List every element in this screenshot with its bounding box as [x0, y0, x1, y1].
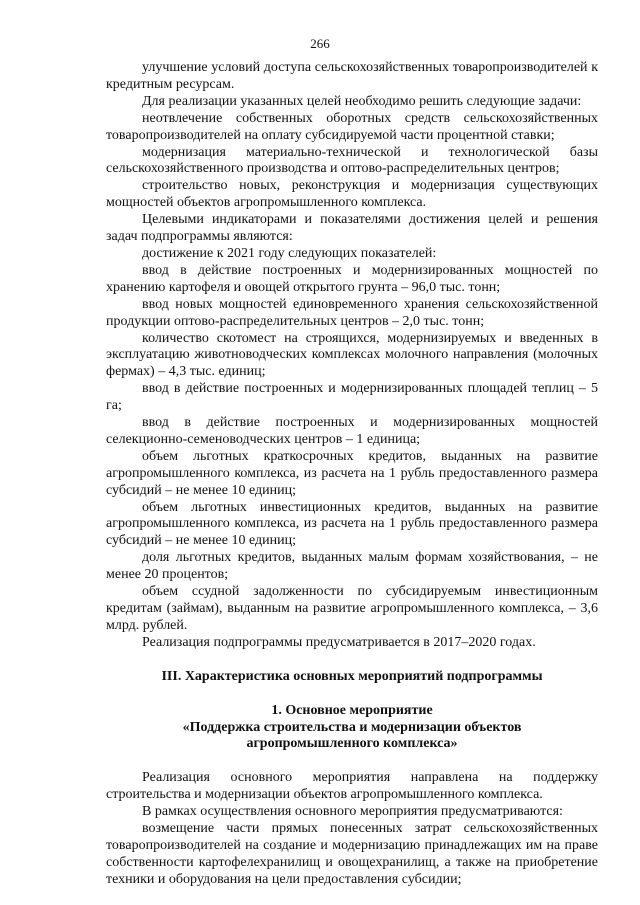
page-number: 266: [310, 36, 330, 51]
paragraphs-before: [106, 60, 598, 652]
paragraph: доля льготных кредитов, выданных малым формам хозяйствования, – не менее 20 процентов;: [106, 550, 598, 583]
sub-title-line: агропромышленного комплекса»: [246, 736, 458, 752]
paragraph: ввод новых мощностей единовременного хранения сельскохозяйственной продукции оптово-распределительных центров – 2,0 тыс. тонн;: [106, 296, 598, 329]
paragraph: Реализация основного мероприятия направлена на поддержку строительства и модернизации объектов агропромышленного комплекса.: [106, 770, 598, 803]
paragraph: модернизация материально-технической и технологической базы сельскохозяйственного производства и оптово-распределительных центров;: [106, 144, 598, 177]
section-title: III. Характеристика основных мероприятий подпрограммы: [161, 668, 543, 684]
sub-title: [106, 703, 598, 754]
document-body: [106, 60, 598, 889]
paragraph: объем льготных краткосрочных кредитов, выданных на развитие агропромышленного комплекса, из расчета на 1 рубль предоставленного размера субсидий – не менее 10 единиц;: [106, 448, 598, 498]
paragraph: Целевыми индикаторами и показателями достижения целей и решения задач подпрограммы являются:: [106, 212, 598, 245]
paragraph: объем льготных инвестиционных кредитов, выданных на развитие агропромышленного комплекса, из расчета на 1 рубль предоставленного размера субсидий – не менее 10 единиц;: [106, 499, 598, 549]
paragraph: строительство новых, реконструкция и модернизация существующих мощностей объектов агропромышленного комплекса.: [106, 178, 598, 211]
paragraph: Реализация подпрограммы предусматривается в 2017–2020 годах.: [142, 634, 536, 650]
paragraph: количество скотомест на строящихся, модернизируемых и введенных в эксплуатацию животноводческих комплексах молочного направления (молочных фермах) – 4,3 тыс. единиц;: [106, 330, 598, 380]
paragraph: объем ссудной задолженности по субсидируемым инвестиционным кредитам (займам), выданным на развитие агропромышленного комплекса, – 3,6 млрд. рублей.: [106, 584, 598, 633]
paragraphs-after: [106, 770, 598, 888]
paragraph: неотвлечение собственных оборотных средств сельскохозяйственных товаропроизводителей на оплату субсидируемой части процентной ставки;: [106, 110, 598, 143]
paragraph: ввод в действие построенных и модернизированных площадей теплиц – 5 га;: [106, 381, 598, 414]
paragraph: достижение к 2021 году следующих показателей:: [142, 245, 437, 261]
sub-title-line: 1. Основное мероприятие: [271, 702, 433, 718]
paragraph: улучшение условий доступа сельскохозяйственных товаропроизводителей к кредитным ресурсам.: [106, 60, 598, 92]
paragraph: возмещение части прямых понесенных затрат сельскохозяйственных товаропроизводителей на создание и модернизацию принадлежащих им на праве собственности картофелехранилищ и овощехранилищ, а также на приобретение техники и оборудования на цели предоставления субсидии;: [106, 821, 598, 887]
paragraph: В рамках осуществления основного мероприятия предусматриваются:: [142, 804, 563, 820]
sub-title-line: «Поддержка строительства и модернизации объектов: [182, 719, 522, 735]
paragraph: ввод в действие построенных и модернизированных мощностей по хранению картофеля и овощей открытого грунта – 96,0 тыс. тонн;: [106, 262, 598, 295]
paragraph: ввод в действие построенных и модернизированных мощностей селекционно-семеноводческих центров – 1 единица;: [106, 415, 598, 447]
paragraph: Для реализации указанных целей необходимо решить следующие задачи:: [142, 93, 582, 109]
